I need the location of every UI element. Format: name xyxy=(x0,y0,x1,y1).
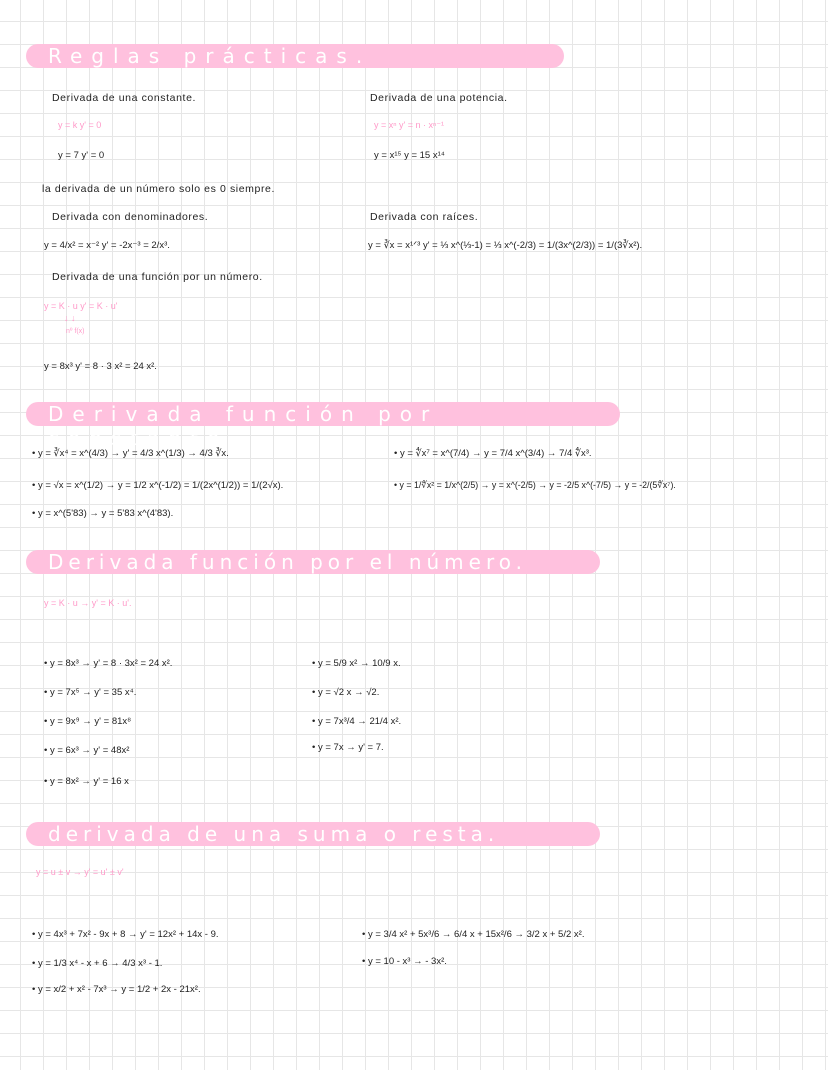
numero-item-8: • y = 7x³/4 → 21/4 x². xyxy=(312,716,402,727)
numero-item-2: • y = 7x⁵ → y' = 35 x⁴. xyxy=(44,687,137,698)
note-funcion-numero-pink: nº f(x) xyxy=(66,328,85,335)
banner-derivada-numero: Derivada función por el número. xyxy=(26,550,600,574)
banner-derivada-constante: Derivada función por constante. xyxy=(26,402,620,426)
banner-reglas-practicas: Reglas prácticas. xyxy=(26,44,564,68)
numero-item-3: • y = 9x⁹ → y' = 81x⁸ xyxy=(44,716,132,727)
example-denominadores: y = 4/x² = x⁻² y' = -2x⁻³ = 2/x³. xyxy=(44,240,170,251)
suma-item-2: • y = 1/3 x⁴ - x + 6 → 4/3 x³ - 1. xyxy=(32,958,163,969)
rule-numero-pink: y = K · u → y' = K · u'. xyxy=(44,598,132,608)
note-constante: la derivada de un número solo es 0 siempre. xyxy=(42,183,276,195)
example-constante: y = 7 y' = 0 xyxy=(58,150,105,161)
heading-derivada-potencia: Derivada de una potencia. xyxy=(370,92,508,104)
rule-funcion-numero-pink: y = K · u y' = K · u' xyxy=(44,301,118,311)
example-funcion-numero: y = 8x³ y' = 8 · 3 x² = 24 x². xyxy=(44,361,157,372)
numero-item-6: • y = 5/9 x² → 10/9 x. xyxy=(312,658,401,669)
constante-item-5: • y = 1/∜x² = 1/x^(2/5) → y = x^(-2/5) → y = -2/5 x^(-7/5) → y = -2/(5∜x⁷). xyxy=(394,480,676,490)
numero-item-4: • y = 6x³ → y' = 48x² xyxy=(44,745,130,756)
suma-item-1: • y = 4x³ + 7x² - 9x + 8 → y' = 12x² + 14x - 9. xyxy=(32,929,219,940)
example-raices: y = ∛x = x¹ᐟ³ y' = ⅓ x^(⅓-1) = ⅓ x^(-2/3) = 1/(3x^(2/3)) = 1/(3∛x²). xyxy=(368,240,643,251)
suma-item-4: • y = 3/4 x² + 5x³/6 → 6/4 x + 15x²/6 → 3/2 x + 5/2 x². xyxy=(362,929,585,940)
constante-item-1: • y = ∛x⁴ = x^(4/3) → y' = 4/3 x^(1/3) → 4/3 ∛x. xyxy=(32,448,229,459)
numero-item-7: • y = √2 x → √2. xyxy=(312,687,380,698)
heading-derivada-constante: Derivada de una constante. xyxy=(52,92,197,104)
heading-derivada-denominadores: Derivada con denominadores. xyxy=(52,211,209,223)
arrows-down-icon: ↓ ↓ xyxy=(64,313,76,323)
rule-suma-pink: y = u ± v → y' = u' ± v' xyxy=(36,867,124,877)
constante-item-3: • y = x^(5'83) → y = 5'83 x^(4'83). xyxy=(32,508,174,519)
rule-potencia-pink: y = xⁿ y' = n · xⁿ⁻¹ xyxy=(374,120,445,130)
suma-item-5: • y = 10 - x³ → - 3x². xyxy=(362,956,447,967)
heading-derivada-raices: Derivada con raíces. xyxy=(370,211,479,223)
numero-item-9: • y = 7x → y' = 7. xyxy=(312,742,384,753)
banner-derivada-suma: derivada de una suma o resta. xyxy=(26,822,600,846)
suma-item-3: • y = x/2 + x² - 7x³ → y = 1/2 + 2x - 21x². xyxy=(32,984,201,995)
constante-item-2: • y = √x = x^(1/2) → y = 1/2 x^(-1/2) = 1/(2x^(1/2)) = 1/(2√x). xyxy=(32,480,284,491)
rule-constante-pink: y = k y' = 0 xyxy=(58,120,102,130)
constante-item-4: • y = ∜x⁷ = x^(7/4) → y = 7/4 x^(3/4) → 7/4 ∜x³. xyxy=(394,448,592,459)
example-potencia: y = x¹⁵ y = 15 x¹⁴ xyxy=(374,150,445,161)
heading-derivada-funcion-numero: Derivada de una función por un número. xyxy=(52,271,263,283)
numero-item-5: • y = 8x² → y' = 16 x xyxy=(44,776,129,787)
numero-item-1: • y = 8x³ → y' = 8 · 3x² = 24 x². xyxy=(44,658,173,669)
